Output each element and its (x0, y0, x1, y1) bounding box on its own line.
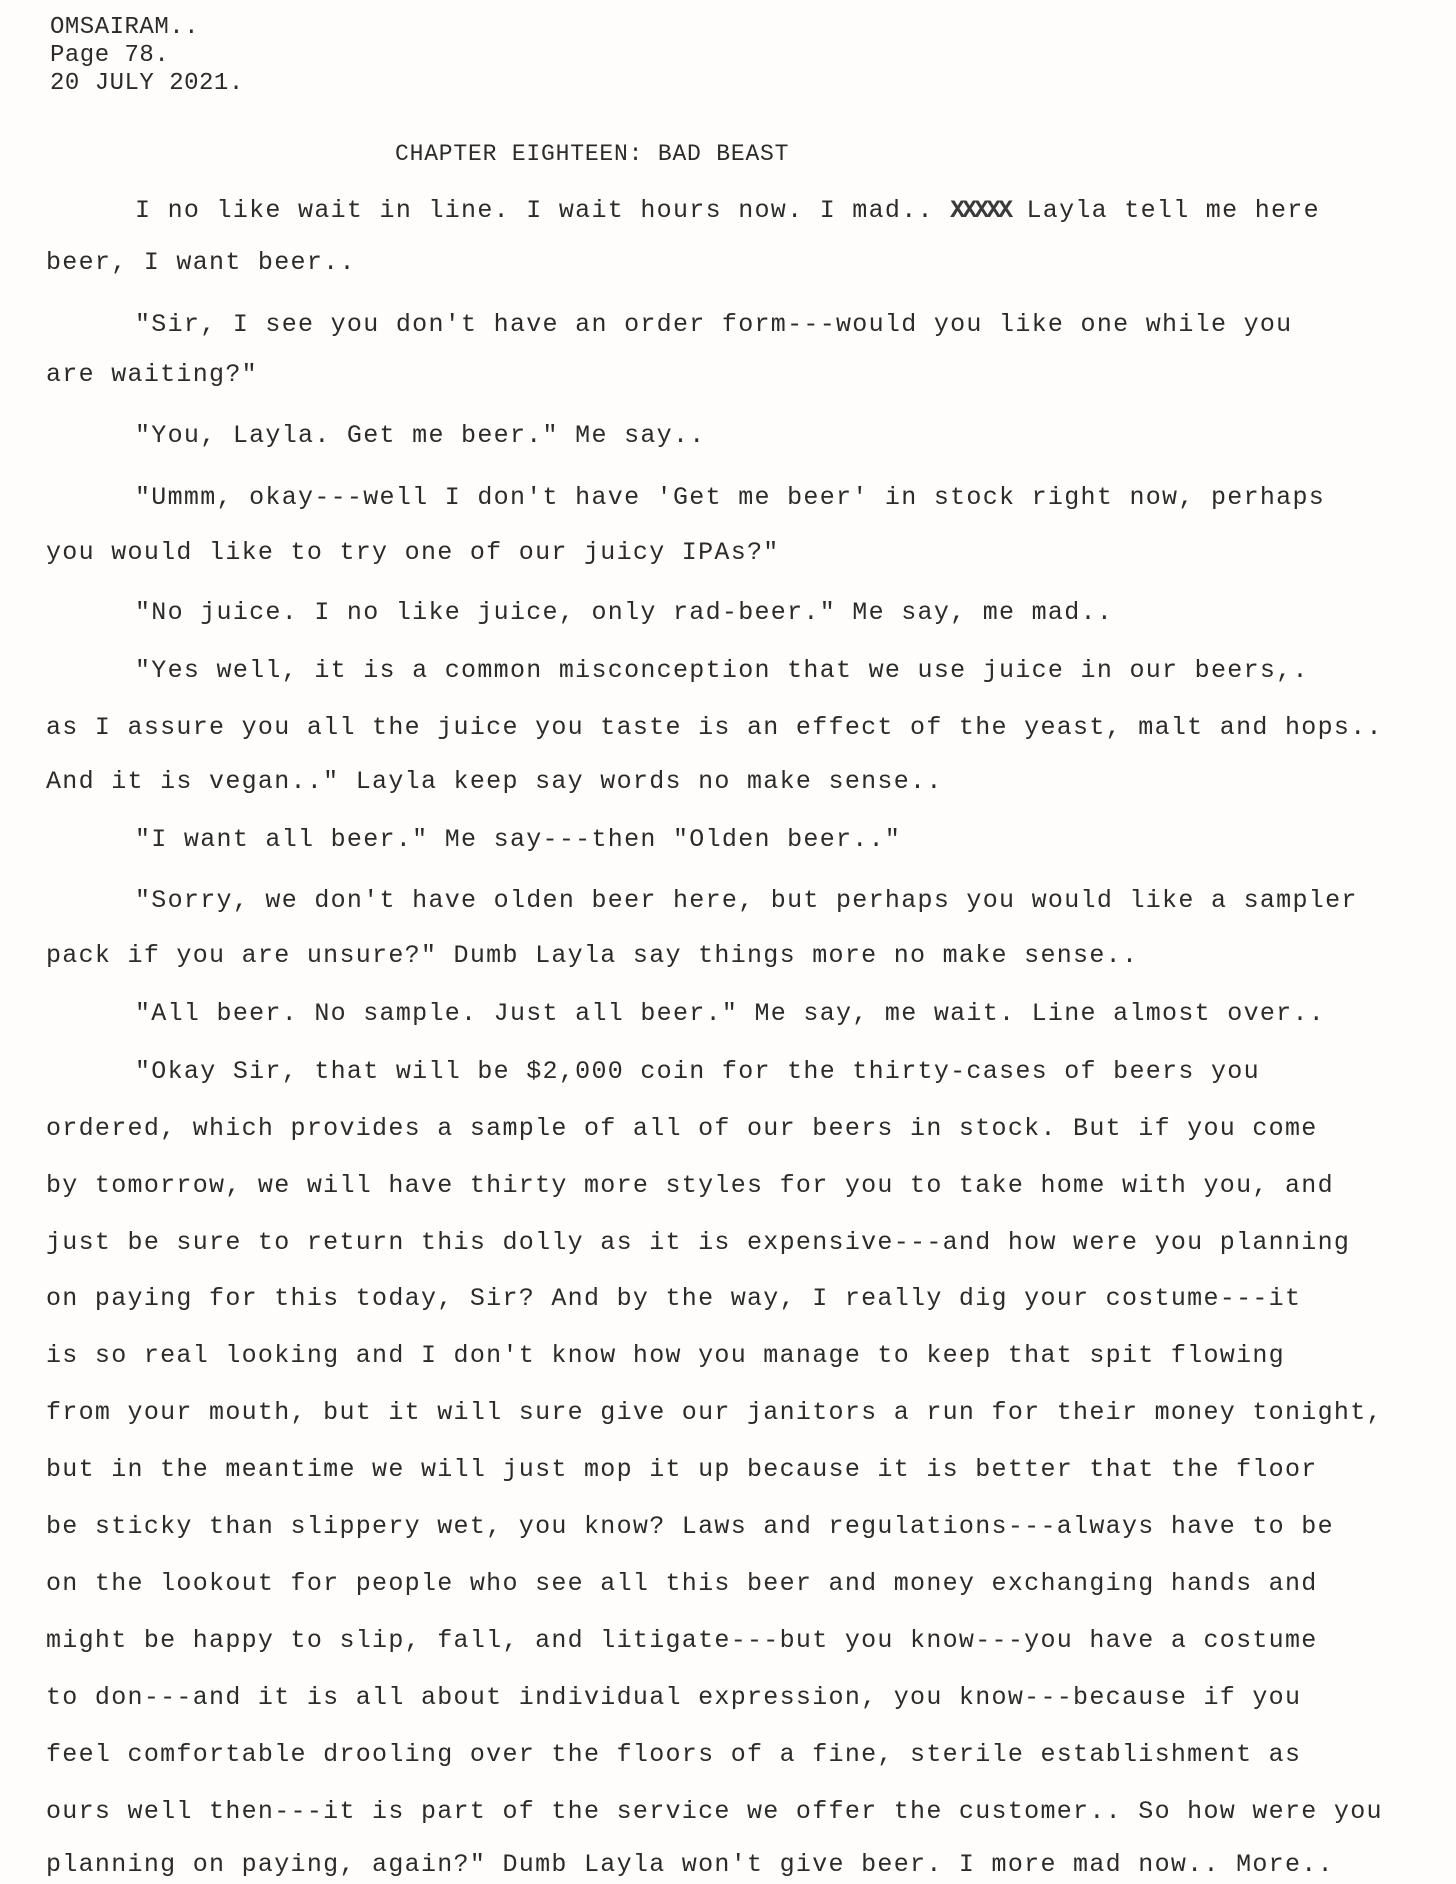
chapter-title: CHAPTER EIGHTEEN: BAD BEAST (395, 141, 790, 167)
body-line-3: "Sir, I see you don't have an order form---would you like one while you (135, 310, 1293, 339)
body-line-4: are waiting?" (46, 360, 258, 389)
body-line-10: as I assure you all the juice you taste is an effect of the yeast, malt and hops.. (46, 713, 1383, 742)
body-line-21: is so real looking and I don't know how you manage to keep that spit flowing (46, 1341, 1285, 1370)
body-line-5: "You, Layla. Get me beer." Me say.. (135, 421, 706, 450)
body-line-8: "No juice. I no like juice, only rad-beer." Me say, me mad.. (135, 598, 1114, 627)
struck-out-text: XXXXX (950, 196, 1011, 225)
body-line-18: by tomorrow, we will have thirty more styles for you to take home with you, and (46, 1171, 1334, 1200)
body-line-24: be sticky than slippery wet, you know? Laws and regulations---always have to be (46, 1512, 1334, 1541)
body-line-11: And it is vegan.." Layla keep say words no make sense.. (46, 767, 943, 796)
body-line-20: on paying for this today, Sir? And by the way, I really dig your costume---it (46, 1284, 1302, 1313)
body-line-6: "Ummm, okay---well I don't have 'Get me beer' in stock right now, perhaps (135, 483, 1326, 512)
header-title: OMSAIRAM.. (50, 14, 200, 41)
body-line-28: feel comfortable drooling over the floors of a fine, sterile establishment as (46, 1740, 1302, 1769)
body-line-2: beer, I want beer.. (46, 248, 356, 277)
body-line-23: but in the meantime we will just mop it up because it is better that the floor (46, 1455, 1318, 1484)
body-line-1-start: I no like wait in line. I wait hours now. I mad.. (135, 196, 934, 225)
body-line-27: to don---and it is all about individual expression, you know---because if you (46, 1683, 1302, 1712)
header-date: 20 JULY 2021. (50, 70, 244, 97)
body-line-16: "Okay Sir, that will be $2,000 coin for the thirty-cases of beers you (135, 1057, 1260, 1086)
body-line-15: "All beer. No sample. Just all beer." Me say, me wait. Line almost over.. (135, 999, 1326, 1028)
body-line-29: ours well then---it is part of the service we offer the customer.. So how were you (46, 1797, 1383, 1826)
body-line-12: "I want all beer." Me say---then "Olden beer.." (135, 825, 902, 854)
body-line-14: pack if you are unsure?" Dumb Layla say things more no make sense.. (46, 941, 1139, 970)
body-line-13: "Sorry, we don't have olden beer here, but perhaps you would like a sampler (135, 886, 1358, 915)
body-line-25: on the lookout for people who see all this beer and money exchanging hands and (46, 1569, 1318, 1598)
body-line-30: planning on paying, again?" Dumb Layla won't give beer. I more mad now.. More.. (46, 1850, 1334, 1879)
body-line-1-end: Layla tell me here (1026, 196, 1320, 225)
body-line-22: from your mouth, but it will sure give our janitors a run for their money tonight, (46, 1398, 1383, 1427)
body-line-9: "Yes well, it is a common misconception that we use juice in our beers,. (135, 656, 1309, 685)
body-line-17: ordered, which provides a sample of all of our beers in stock. But if you come (46, 1114, 1318, 1143)
body-line-1 (135, 196, 1320, 226)
header-page-number: Page 78. (50, 42, 170, 69)
body-line-7: you would like to try one of our juicy IPAs?" (46, 538, 780, 567)
body-line-19: just be sure to return this dolly as it is expensive---and how were you planning (46, 1228, 1351, 1257)
body-line-26: might be happy to slip, fall, and litigate---but you know---you have a costume (46, 1626, 1318, 1655)
